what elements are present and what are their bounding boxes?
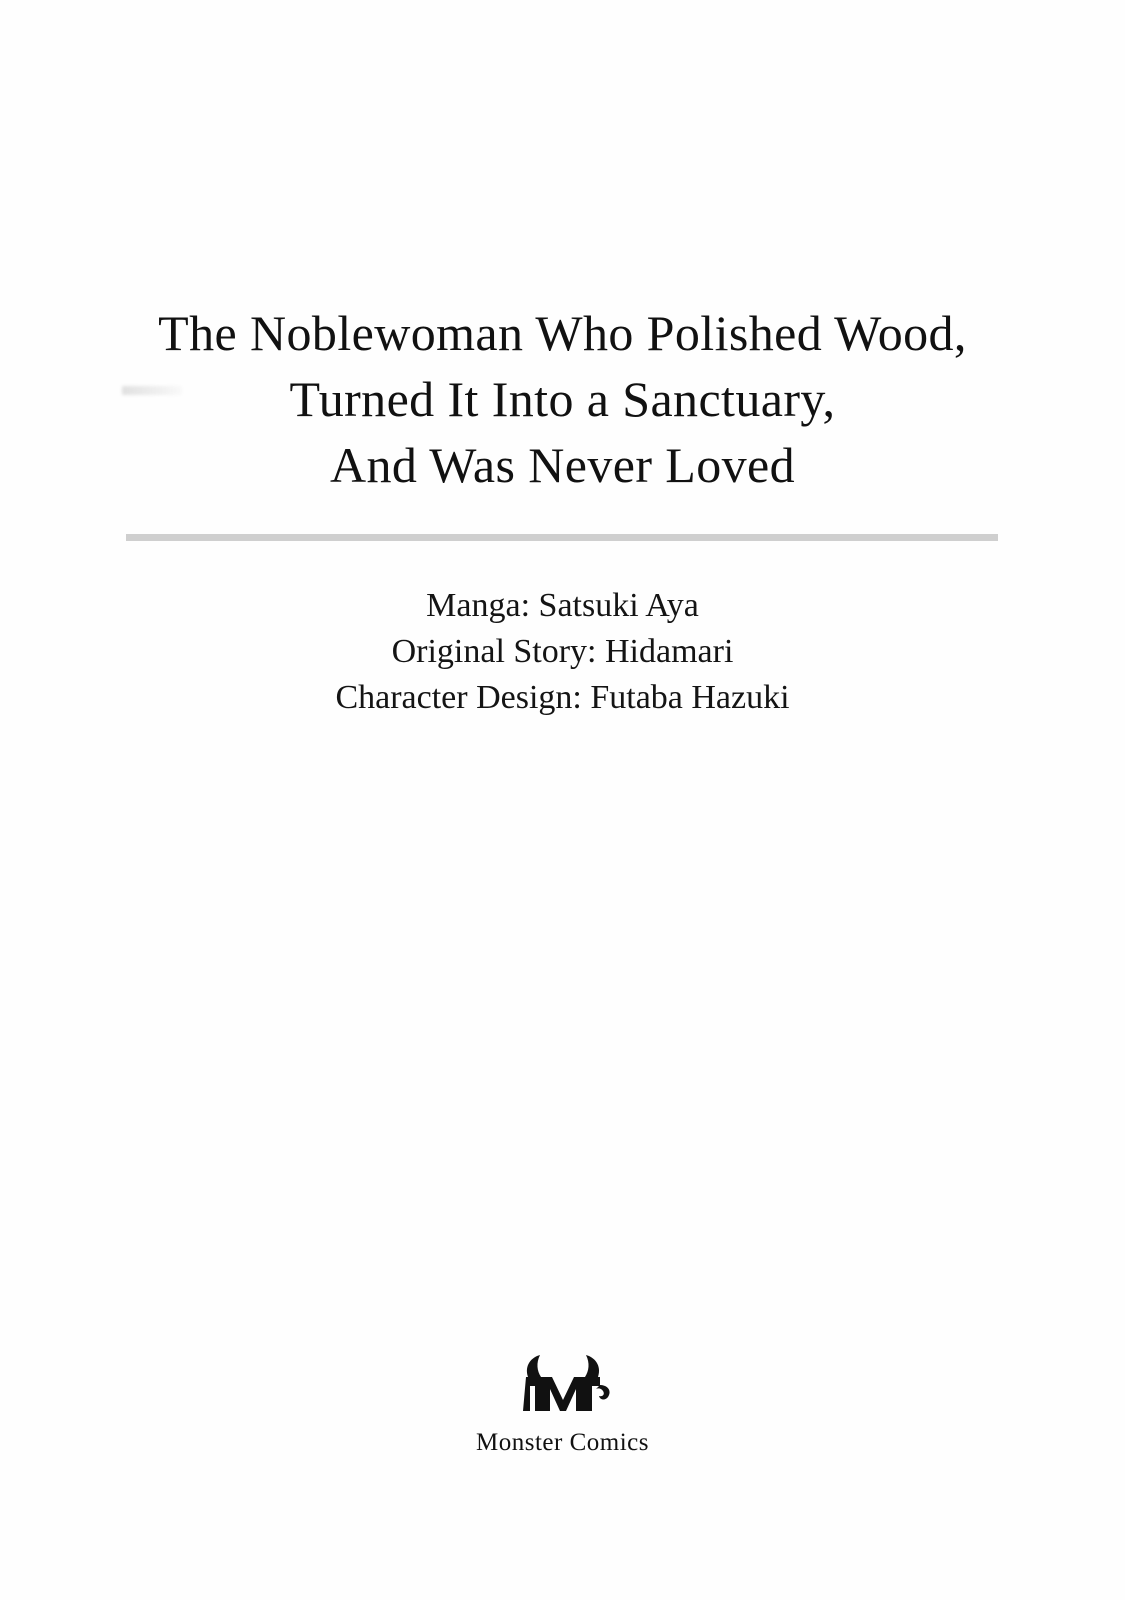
ink-smudge-artifact [122,386,182,395]
title-divider [126,534,998,541]
credit-original-story: Original Story: Hidamari [391,633,734,670]
credit-character-design: Character Design: Futaba Hazuki [335,679,790,716]
monster-m-logo-icon [508,1355,618,1421]
publisher-block [0,1355,1125,1457]
publisher-name: Monster Comics [476,1429,649,1456]
page-title-line-2: Turned It Into a Sanctuary, [289,371,836,427]
page-title-line-1: The Noblewoman Who Polished Wood, [158,305,967,361]
page-title-line-3: And Was Never Loved [329,437,796,493]
credits-block [0,583,1125,721]
credit-manga: Manga: Satsuki Aya [426,587,699,624]
title-block [0,300,1125,498]
